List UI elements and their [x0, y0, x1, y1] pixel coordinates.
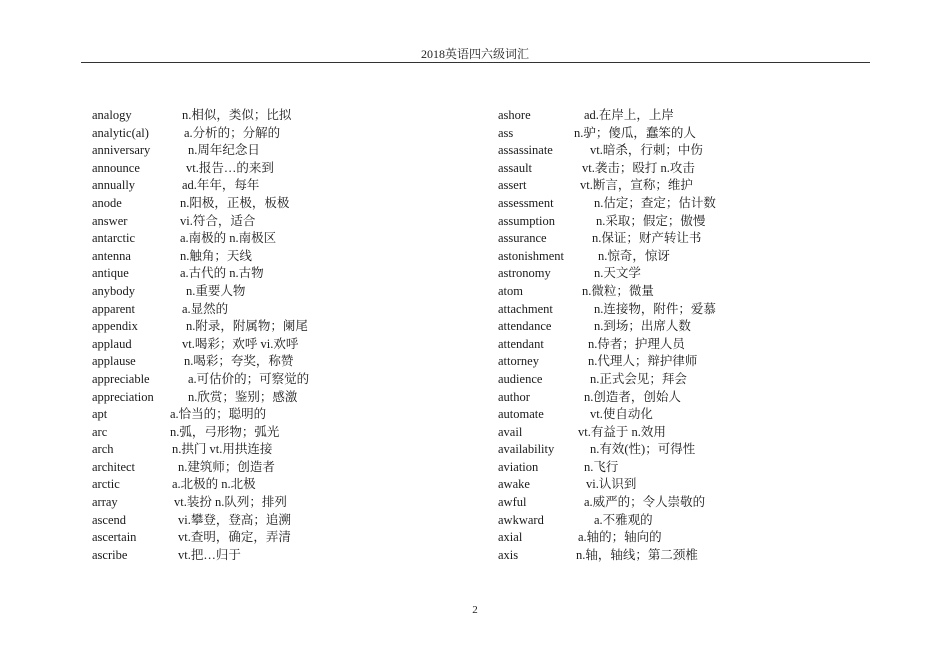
- vocab-word: ascribe: [92, 547, 128, 562]
- vocab-word: astronomy: [498, 266, 551, 281]
- vocab-definition: a.恰当的；聪明的: [170, 407, 267, 422]
- vocab-word: availability: [498, 442, 555, 457]
- vocab-definition: ad.年年，每年: [182, 178, 260, 193]
- vocab-entry: [498, 318, 828, 336]
- vocab-word: attachment: [498, 301, 553, 316]
- vocab-definition: n.喝彩；夸奖，称赞: [184, 354, 294, 369]
- vocab-definition: n.保证；财产转让书: [592, 231, 702, 246]
- vocab-entry: [92, 142, 422, 160]
- vocab-definition: n.拱门 vt.用拱连接: [172, 442, 273, 457]
- vocab-entry: [92, 406, 422, 424]
- vocab-entry: [498, 389, 828, 407]
- vocab-definition: vt.有益于 n.效用: [578, 424, 666, 439]
- vocab-entry: [92, 512, 422, 530]
- vocab-entry: [498, 177, 828, 195]
- vocab-definition: n.连接物，附件；爱慕: [594, 301, 716, 316]
- vocab-definition: a.南极的 n.南极区: [180, 231, 277, 246]
- vocab-word: astonishment: [498, 248, 564, 263]
- vocab-definition: n.采取；假定；傲慢: [596, 213, 706, 228]
- vocab-definition: n.有效(性)；可得性: [590, 442, 696, 457]
- vocab-definition: vt.使自动化: [590, 407, 653, 422]
- vocab-definition: n.轴，轴线；第二颈椎: [576, 547, 698, 562]
- vocab-word: antenna: [92, 248, 131, 263]
- vocab-definition: a.显然的: [182, 301, 229, 316]
- vocab-definition: n.附录，附属物；阑尾: [186, 319, 308, 334]
- vocab-entry: [498, 283, 828, 301]
- vocab-entry: [498, 529, 828, 547]
- vocab-word: assassinate: [498, 143, 553, 158]
- vocab-definition: a.北极的 n.北极: [172, 477, 256, 492]
- vocab-entry: [92, 230, 422, 248]
- vocab-word: applaud: [92, 336, 132, 351]
- vocab-definition: ad.在岸上，上岸: [584, 108, 674, 122]
- vocab-definition: n.惊奇，惊讶: [598, 248, 670, 263]
- vocab-entry: [92, 283, 422, 301]
- vocab-word: ashore: [498, 108, 531, 122]
- vocab-entry: [498, 160, 828, 178]
- vocab-word: assessment: [498, 195, 554, 210]
- vocab-word: appendix: [92, 319, 138, 334]
- vocab-definition: n.创造者，创始人: [584, 389, 681, 404]
- vocab-definition: n.欣赏；鉴别；感激: [188, 389, 298, 404]
- vocab-word: array: [92, 495, 118, 510]
- vocab-entry: [498, 424, 828, 442]
- vocab-word: ass: [498, 125, 514, 140]
- vocab-entry: [92, 336, 422, 354]
- vocab-definition: vt.袭击；殴打 n.攻击: [582, 160, 695, 175]
- vocab-definition: n.周年纪念日: [188, 143, 260, 158]
- vocab-column-left: [92, 107, 422, 564]
- vocab-word: answer: [92, 213, 128, 228]
- vocab-word: arc: [92, 424, 108, 439]
- vocab-word: applause: [92, 354, 136, 369]
- vocab-word: automate: [498, 407, 544, 422]
- vocab-entry: [498, 353, 828, 371]
- vocab-entry: [498, 336, 828, 354]
- vocab-entry: [498, 230, 828, 248]
- vocab-entry: [498, 406, 828, 424]
- vocab-entry: [498, 265, 828, 283]
- vocab-definition: n.阳极，正极，板极: [180, 195, 290, 210]
- vocab-entry: [498, 248, 828, 266]
- vocab-word: annually: [92, 178, 136, 193]
- page-number: 2: [472, 604, 478, 616]
- vocab-definition: a.威严的；令人崇敬的: [584, 495, 706, 510]
- vocab-entry: [92, 441, 422, 459]
- page-header-title: 2018英语四六级词汇: [420, 47, 529, 61]
- vocab-definition: vi.符合，适合: [180, 213, 256, 228]
- vocab-word: arch: [92, 442, 114, 457]
- vocab-entry: [92, 353, 422, 371]
- vocab-word: appreciable: [92, 371, 150, 386]
- vocab-word: attendance: [498, 319, 552, 334]
- vocab-entry: [92, 389, 422, 407]
- vocab-entry: [92, 424, 422, 442]
- vocab-definition: vi.认识到: [586, 477, 637, 492]
- vocab-definition: n.飞行: [584, 459, 619, 474]
- vocab-column-right: [498, 107, 828, 564]
- vocab-entry: [92, 195, 422, 213]
- vocab-entry: [498, 195, 828, 213]
- vocab-word: attorney: [498, 354, 539, 369]
- vocab-entry: [92, 177, 422, 195]
- vocab-word: assurance: [498, 231, 547, 246]
- vocab-word: author: [498, 389, 530, 404]
- vocab-entry: [498, 213, 828, 231]
- vocab-definition: a.古代的 n.古物: [180, 266, 264, 281]
- vocab-word: appreciation: [92, 389, 154, 404]
- vocab-definition: n.正式会见；拜会: [590, 371, 687, 386]
- vocab-word: analytic(al): [92, 125, 149, 140]
- vocab-entry: [498, 125, 828, 143]
- vocab-definition: n.侍者；护理人员: [588, 336, 685, 351]
- vocab-word: anybody: [92, 283, 136, 298]
- vocab-definition: n.估定；查定；估计数: [594, 195, 716, 210]
- vocab-word: awful: [498, 495, 527, 510]
- vocab-word: announce: [92, 160, 140, 175]
- vocab-word: avail: [498, 424, 523, 439]
- vocab-entry: [92, 494, 422, 512]
- vocab-entry: [92, 248, 422, 266]
- vocab-entry: [498, 441, 828, 459]
- vocab-word: arctic: [92, 477, 120, 492]
- vocab-entry: [92, 125, 422, 143]
- vocab-definition: a.分析的；分解的: [184, 125, 281, 140]
- vocab-entry: [92, 529, 422, 547]
- vocab-definition: vt.查明，确定，弄清: [178, 530, 291, 545]
- vocab-definition: n.建筑师；创造者: [178, 459, 275, 474]
- vocab-entry: [498, 512, 828, 530]
- vocab-word: aviation: [498, 459, 539, 474]
- vocab-definition: n.相似，类似；比拟: [182, 108, 292, 122]
- vocab-definition: a.轴的；轴向的: [578, 530, 662, 545]
- vocab-entry: [498, 547, 828, 565]
- vocab-definition: vt.把…归于: [178, 547, 241, 562]
- vocab-word: ascertain: [92, 530, 137, 545]
- vocab-word: anode: [92, 195, 122, 210]
- vocab-word: atom: [498, 283, 523, 298]
- vocab-definition: n.代理人；辩护律师: [588, 354, 698, 369]
- vocab-entry: [92, 265, 422, 283]
- vocab-definition: n.微粒；微量: [582, 283, 654, 298]
- vocab-word: antarctic: [92, 231, 136, 246]
- vocab-definition: vt.装扮 n.队列；排列: [174, 495, 287, 510]
- vocab-definition: n.触角；天线: [180, 248, 252, 263]
- vocab-definition: n.天文学: [594, 266, 641, 281]
- vocab-word: assumption: [498, 213, 555, 228]
- vocab-entry: [92, 371, 422, 389]
- vocab-definition: vt.暗杀，行刺；中伤: [590, 143, 703, 158]
- vocab-entry: [92, 107, 422, 125]
- vocab-word: assert: [498, 178, 527, 193]
- vocab-definition: n.到场；出席人数: [594, 319, 691, 334]
- vocab-entry: [498, 494, 828, 512]
- vocab-word: ascend: [92, 512, 127, 527]
- vocab-word: axial: [498, 530, 523, 545]
- vocab-entry: [92, 459, 422, 477]
- vocab-entry: [92, 301, 422, 319]
- header-divider: [81, 62, 870, 63]
- vocab-entry: [92, 547, 422, 565]
- vocab-definition: a.可估价的；可察觉的: [188, 371, 310, 386]
- vocab-word: awake: [498, 477, 530, 492]
- vocab-word: audience: [498, 371, 543, 386]
- vocab-word: architect: [92, 459, 136, 474]
- vocab-entry: [498, 459, 828, 477]
- vocab-word: axis: [498, 547, 519, 562]
- vocab-word: analogy: [92, 108, 132, 122]
- vocab-word: awkward: [498, 512, 544, 527]
- vocab-definition: vt.断言，宣称；维护: [580, 178, 693, 193]
- vocab-definition: vi.攀登，登高；追溯: [178, 512, 291, 527]
- vocab-entry: [92, 160, 422, 178]
- vocab-definition: a.不雅观的: [594, 512, 653, 527]
- vocab-definition: n.重要人物: [186, 283, 246, 298]
- vocab-entry: [92, 318, 422, 336]
- vocab-entry: [498, 301, 828, 319]
- vocab-definition: vt.喝彩；欢呼 vi.欢呼: [182, 336, 299, 351]
- vocab-word: apparent: [92, 301, 136, 316]
- vocab-word: antique: [92, 266, 129, 281]
- vocab-entry: [498, 371, 828, 389]
- vocab-definition: n.驴；傻瓜，蠢笨的人: [574, 125, 696, 140]
- vocab-entry: [92, 213, 422, 231]
- vocab-entry: [92, 476, 422, 494]
- vocab-entry: [498, 476, 828, 494]
- vocab-definition: n.弧，弓形物；弧光: [170, 424, 280, 439]
- vocab-word: anniversary: [92, 143, 151, 158]
- vocab-entry: [498, 107, 828, 125]
- vocab-entry: [498, 142, 828, 160]
- vocab-word: apt: [92, 407, 108, 422]
- vocab-word: assault: [498, 160, 533, 175]
- vocab-word: attendant: [498, 336, 544, 351]
- vocab-definition: vt.报告…的来到: [186, 160, 274, 175]
